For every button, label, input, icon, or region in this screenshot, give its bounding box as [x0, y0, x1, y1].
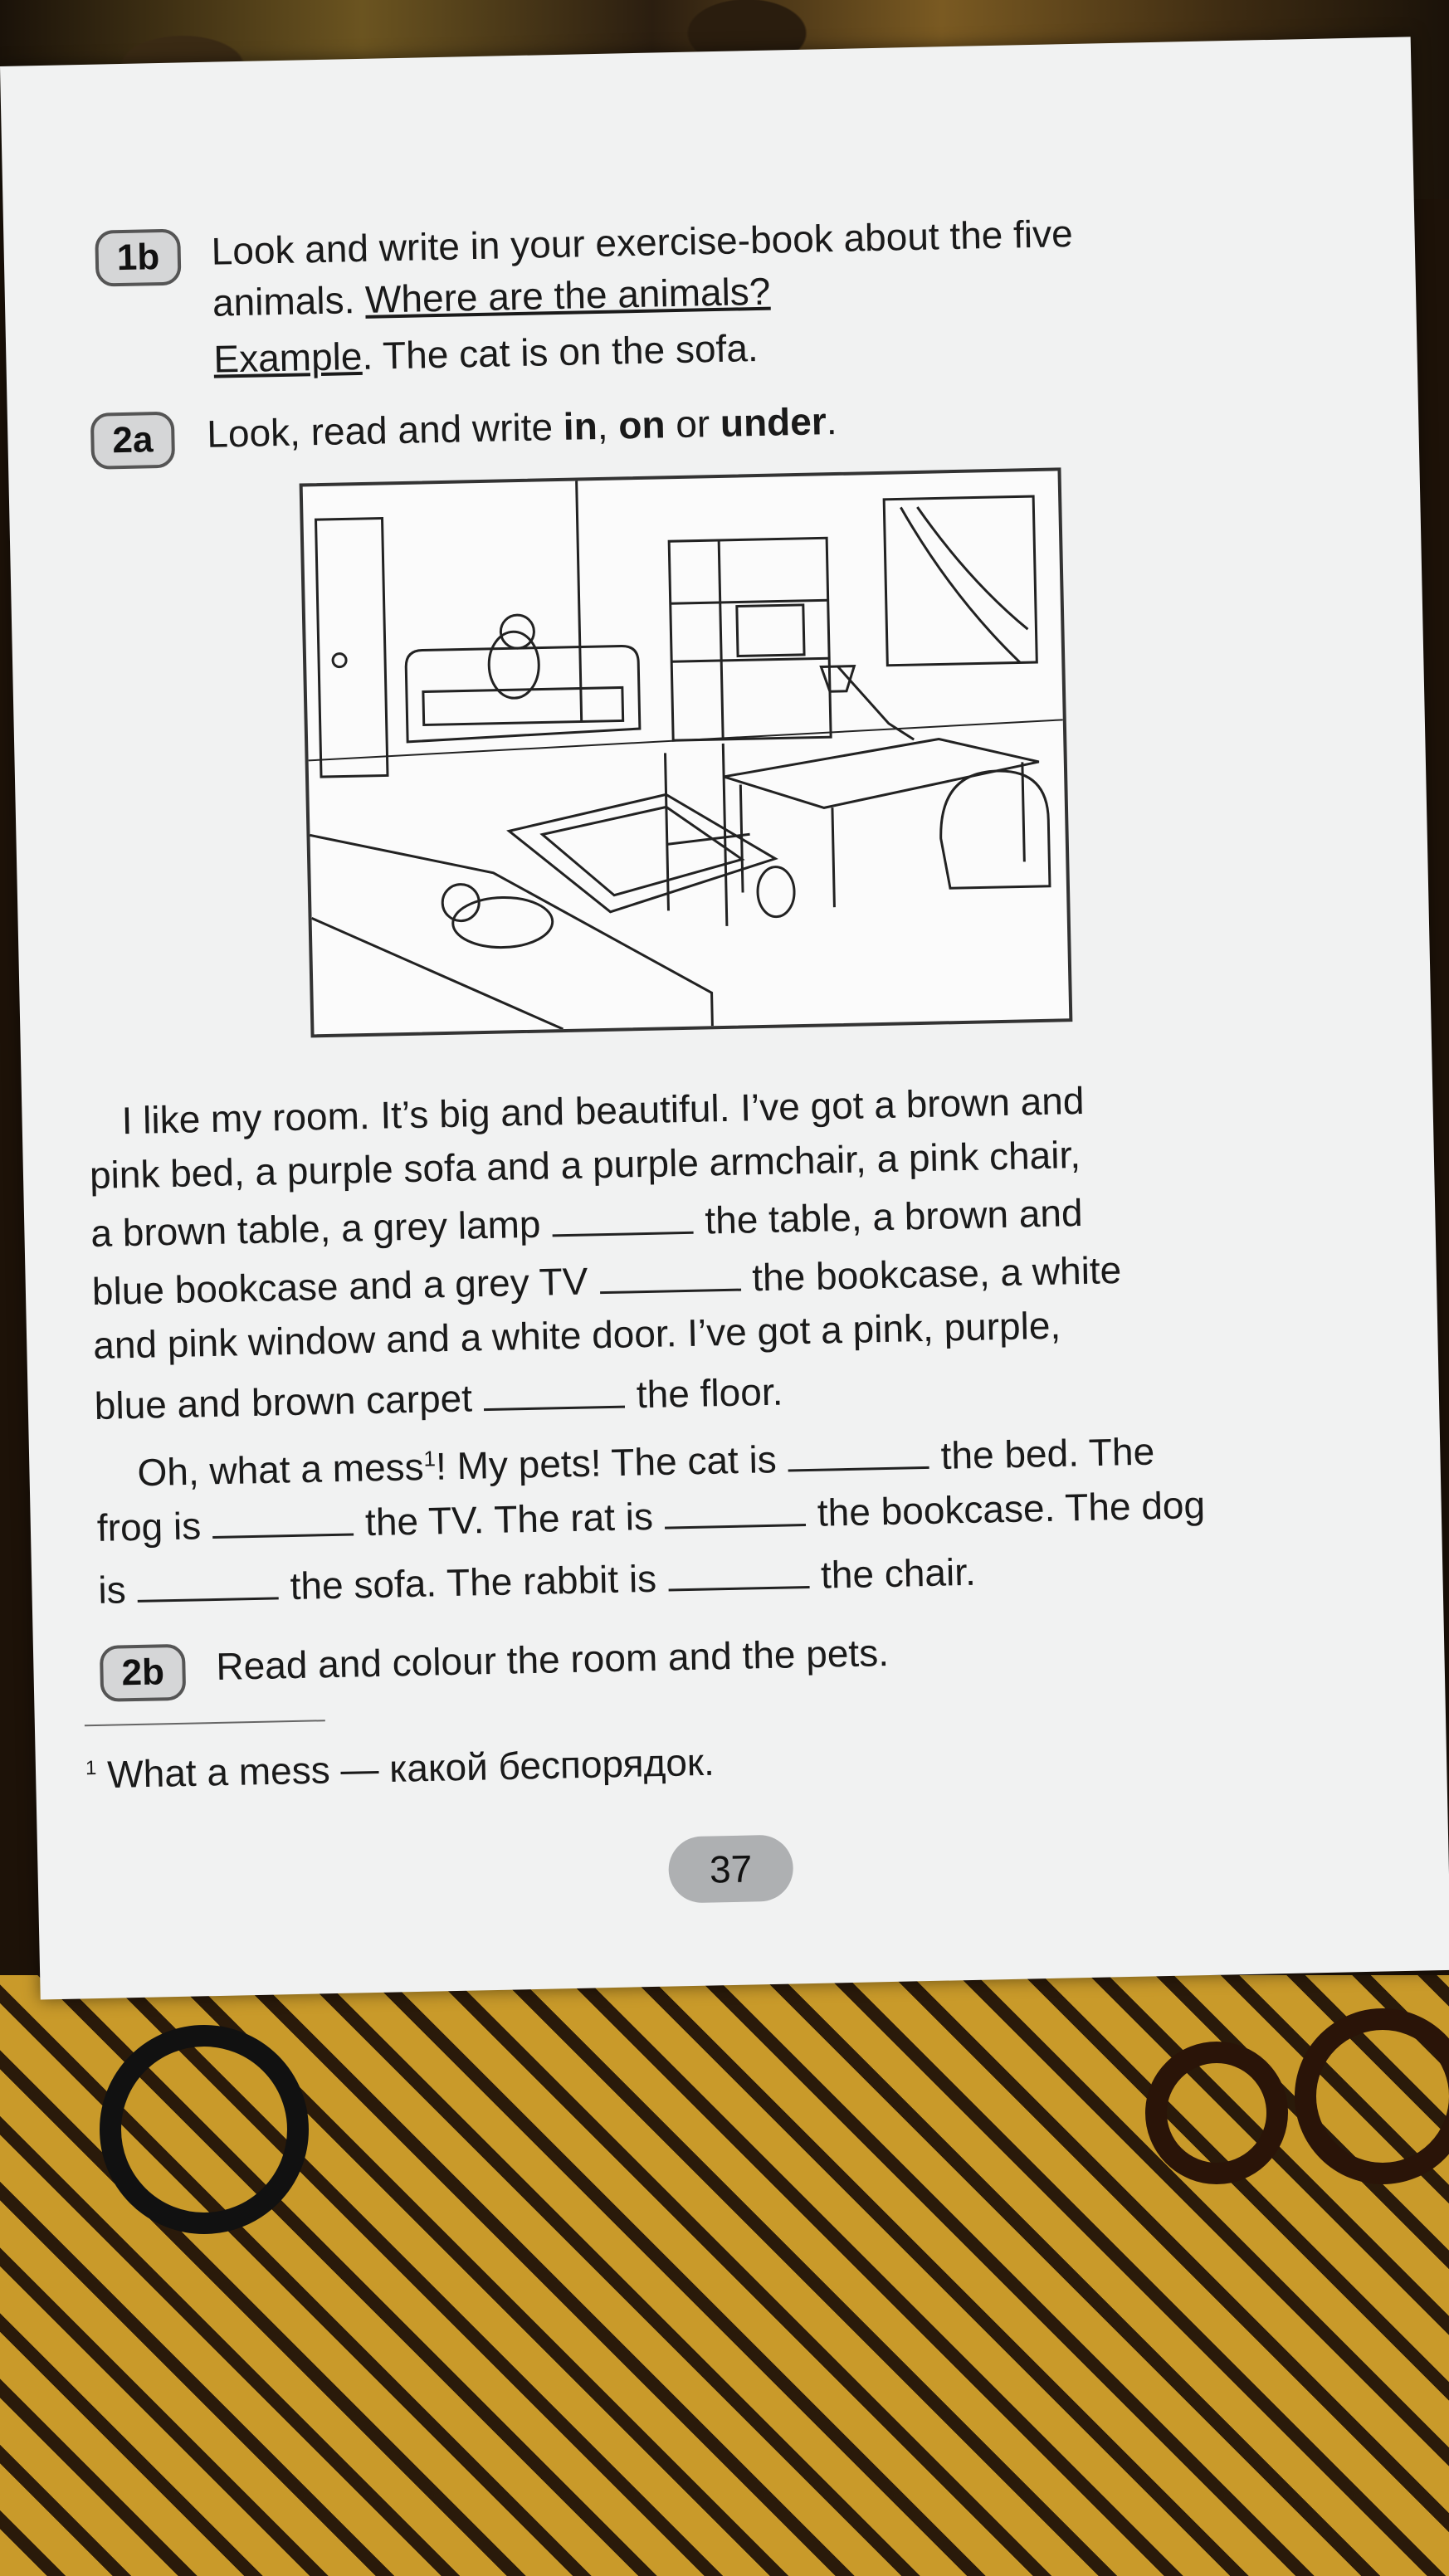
- answer-blank-carpet[interactable]: [483, 1373, 625, 1412]
- footnote-mark: 1: [85, 1757, 97, 1780]
- passage-text: the table, a brown and: [704, 1190, 1084, 1242]
- answer-blank-rat[interactable]: [664, 1490, 806, 1530]
- passage-text: a brown table, a grey lamp: [90, 1202, 541, 1256]
- answer-blank-rabbit[interactable]: [668, 1553, 810, 1592]
- passage-text: ! My pets! The cat is: [435, 1437, 778, 1488]
- exercise-1b-question: Where are the animals?: [364, 269, 771, 321]
- passage-text: the floor.: [636, 1369, 783, 1417]
- exercise-1b-badge: 1b: [95, 228, 182, 286]
- passage-text: is: [97, 1568, 127, 1612]
- instruction-text: Look, read and write: [206, 404, 564, 456]
- passage-text: blue bookcase and a grey TV: [91, 1259, 588, 1313]
- exercise-2a-badge: 2a: [90, 412, 175, 470]
- period: .: [826, 398, 837, 443]
- passage-text: frog is: [96, 1504, 202, 1549]
- armchair-drawing: [939, 770, 1050, 889]
- word-on: on: [617, 402, 666, 447]
- carpet-drawing: [509, 793, 777, 915]
- example-label: Example: [212, 334, 363, 381]
- exercise-2b-instruction: Read and colour the room and the pets.: [215, 1630, 890, 1688]
- table-drawing: [723, 737, 1040, 810]
- exercise-2a-instruction: [207, 398, 837, 457]
- sofa-drawing: [406, 646, 640, 742]
- passage-text: the sofa. The rabbit is: [290, 1556, 657, 1608]
- passage-line-6: [94, 1368, 783, 1429]
- passage-text: the bed. The: [940, 1429, 1155, 1477]
- passage-text: the TV. The rat is: [364, 1494, 654, 1544]
- footnote: [85, 1732, 715, 1798]
- footnote-marker: 1: [423, 1446, 437, 1471]
- word-in: in: [563, 404, 598, 448]
- room-illustration: [300, 467, 1073, 1037]
- or-text: or: [664, 401, 721, 446]
- passage-line-3: [90, 1189, 1083, 1256]
- answer-blank-dog[interactable]: [137, 1564, 279, 1603]
- exercise-1b-line2-text: animals.: [212, 277, 366, 324]
- passage-text: blue and brown carpet: [94, 1376, 473, 1427]
- passage-line-9: [98, 1549, 976, 1613]
- passage-text: the chair.: [820, 1549, 977, 1597]
- passage-line-1: I like my room. It’s big and beautiful. I’ve got a brown and: [121, 1078, 1085, 1143]
- exercise-1b-line2: [212, 268, 770, 326]
- footnote-divider: [85, 1720, 325, 1726]
- passage-line-2: pink bed, a purple sofa and a purple armchair, a pink chair,: [89, 1133, 1081, 1198]
- exercise-2b-badge: 2b: [100, 1644, 187, 1702]
- cat-drawing: [452, 896, 553, 949]
- page-number: 37: [668, 1834, 794, 1903]
- answer-blank-frog[interactable]: [212, 1500, 354, 1539]
- passage-line-5: and pink window and a white door. I’ve got a pink, purple,: [92, 1303, 1061, 1367]
- comma: ,: [597, 403, 619, 448]
- answer-blank-lamp[interactable]: [552, 1198, 694, 1237]
- passage-text: the bookcase, a white: [751, 1248, 1122, 1300]
- passage-line-7: [137, 1420, 1155, 1495]
- bed-drawing: [310, 827, 712, 1034]
- answer-blank-cat[interactable]: [788, 1433, 929, 1472]
- exercise-1b-example: [213, 324, 759, 383]
- bookcase-drawing: [669, 538, 831, 740]
- rug-background-bottom: [0, 1975, 1449, 2576]
- example-text: . The cat is on the sofa.: [361, 325, 759, 378]
- exercise-1b-line1: Look and write in your exercise-book about the five: [211, 211, 1074, 273]
- footnote-text: What a mess — какой беспорядок.: [106, 1739, 715, 1797]
- door-drawing: [316, 518, 388, 777]
- workbook-page: [0, 37, 1449, 1999]
- answer-blank-tv[interactable]: [599, 1256, 741, 1295]
- passage-text: Oh, what a mess: [136, 1445, 425, 1495]
- room-drawing-svg: [303, 471, 1070, 1034]
- window-drawing: [884, 496, 1037, 666]
- rabbit-drawing: [757, 866, 794, 917]
- tv-drawing: [737, 605, 804, 656]
- passage-text: the bookcase. The dog: [817, 1482, 1206, 1534]
- word-under: under: [720, 399, 827, 445]
